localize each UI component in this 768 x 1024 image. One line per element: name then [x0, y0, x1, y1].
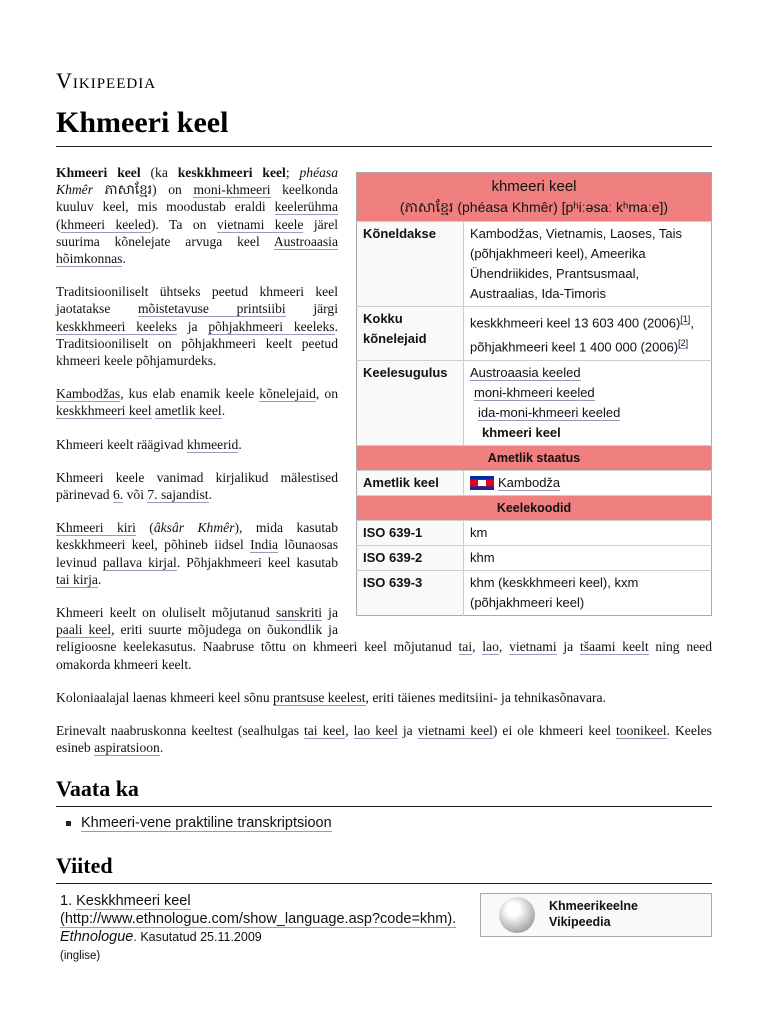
link[interactable]: ametlik keel — [154, 403, 222, 419]
family-link-2[interactable]: moni-khmeeri keeled — [474, 384, 595, 400]
text: , on — [315, 386, 338, 402]
see-also-link[interactable]: Khmeeri-vene praktiline transkriptsioon — [81, 815, 332, 831]
reference-1: 1. Keskkhmeeri keel (http://www.ethnologue.com/show_language.asp?code=khm). Ethnologue. Kasutatud 25.11.2009 (inglise) — [60, 893, 457, 962]
link[interactable]: prantsuse keelest — [273, 689, 366, 705]
link[interactable]: Austroaasia hõimkonnas — [56, 233, 338, 267]
text: Traditsiooniliselt ühtseks peetud khmeeri keel jaotatakse — [56, 284, 338, 317]
text: järel suurima kõnelejate arvuga keel — [56, 216, 338, 249]
text: ; — [285, 165, 300, 180]
family-current: khmeeri keel — [482, 424, 561, 440]
family-link-3[interactable]: ida-moni-khmeeri keeled — [478, 404, 621, 420]
link[interactable]: keelerühma — [274, 199, 338, 215]
text: lõunaosas levinud — [56, 537, 338, 570]
cambodia-link[interactable]: Kambodža — [498, 474, 561, 490]
official-language-label: Ametlik keel — [357, 470, 464, 495]
text: ភាសាខ្មែរ) on — [93, 182, 194, 198]
link[interactable]: India — [250, 537, 279, 553]
sister-wiki-box[interactable] — [480, 893, 712, 937]
text: Khmeeri keele vanimad kirjalikud mälestised pärinevad — [56, 469, 338, 503]
infobox-header — [357, 173, 712, 222]
link[interactable]: toonikeel — [616, 723, 667, 739]
link[interactable]: lao keel — [353, 723, 398, 739]
link[interactable]: moni-khmeeri — [193, 182, 271, 198]
link[interactable]: Kambodžas — [56, 386, 121, 402]
term: phéasa Khmêr — [56, 165, 338, 198]
text: , — [345, 723, 354, 739]
term: keskkhmeeri keel — [177, 165, 286, 180]
total-speakers-label: Kokku kõnelejaid — [357, 307, 464, 361]
article-body — [56, 164, 712, 772]
text: Khmeeri keelt räägivad — [56, 436, 187, 452]
reference-source: Ethnologue — [60, 929, 134, 945]
text: keelkonda kuuluv keel, mis moodustab eraldi — [56, 182, 338, 215]
text: . — [97, 571, 102, 587]
text: ( — [135, 520, 154, 536]
reference-date: . Kasutatud 25.11.2009 — [133, 930, 262, 944]
text: , — [498, 639, 510, 655]
link[interactable]: lao — [482, 639, 499, 655]
text: , eriti täienes meditsiini- ja tehnikasõnavara. — [365, 689, 606, 705]
text: . — [122, 251, 126, 267]
text: järgi — [285, 301, 338, 317]
official-status-header: Ametlik staatus — [357, 445, 712, 470]
iso2-label[interactable]: ISO 639-2 — [357, 545, 464, 570]
text: ning need omakorda khmeeri keelt. — [56, 639, 713, 672]
sister-wiki-line1[interactable]: Khmeerikeelne — [549, 899, 638, 913]
see-also-item — [66, 815, 332, 831]
text: (ka — [140, 165, 178, 180]
link[interactable]: khmeerid — [186, 436, 239, 452]
link[interactable]: vietnami keel — [417, 723, 493, 739]
text: ja — [397, 723, 418, 739]
cambodia-flag-icon — [470, 476, 494, 490]
link[interactable]: põhjakhmeeri keeleks — [208, 318, 335, 334]
link[interactable]: mõistetavuse printsiibi — [137, 301, 286, 317]
text: ( — [56, 216, 61, 232]
text: , — [472, 639, 483, 655]
iso3-label[interactable]: ISO 639-3 — [357, 570, 464, 615]
link[interactable]: Khmeeri kiri — [56, 520, 136, 536]
text: ja — [322, 605, 338, 621]
text: . Keeles esineb — [56, 723, 712, 756]
link[interactable]: pallava kirjal — [102, 554, 177, 570]
sister-wiki-line2[interactable]: Vikipeedia — [549, 915, 611, 929]
see-also-heading: Vaata ka — [56, 776, 712, 807]
infobox-title: khmeeri keel — [491, 178, 577, 195]
link[interactable]: tai — [458, 639, 473, 655]
link[interactable]: 7. sajandist — [147, 487, 209, 503]
page-title: Khmeeri keel — [56, 106, 712, 147]
reference-language: (inglise) — [60, 950, 101, 962]
link[interactable]: keskkhmeeri keeleks — [56, 318, 177, 334]
link[interactable]: paali keel — [56, 622, 112, 638]
total-value-1: keskkhmeeri keel 13 603 400 (2006) — [470, 315, 681, 331]
link[interactable]: keskkhmeeri keel — [56, 403, 152, 419]
link[interactable]: 6. — [113, 487, 124, 503]
link[interactable]: khmeeri keeled — [60, 216, 151, 232]
text: . Traditsiooniliselt on põhjakhmeeri keelt peetud khmeeri keele põhjamurdeks. — [56, 318, 338, 369]
text: ). Ta on — [150, 216, 217, 232]
text: Koloniaalajal laenas khmeeri keel sõnu — [56, 689, 274, 705]
text: . — [238, 436, 242, 452]
family-label: Keelesugulus — [357, 360, 464, 445]
official-language-value — [464, 470, 712, 495]
link[interactable]: tai kirja — [56, 571, 98, 587]
site-logo[interactable]: Vikipeedia — [56, 68, 157, 93]
text: . Põhjakhmeeri keel kasutab — [176, 554, 338, 570]
text: . — [221, 403, 226, 419]
family-link-1[interactable]: Austroaasia keeled — [470, 364, 581, 380]
text: Erinevalt naabruskonna keeltest (sealhulgas — [56, 723, 304, 739]
text: . — [159, 740, 164, 756]
bullet-icon — [66, 821, 71, 826]
link[interactable]: aspiratsioon — [94, 740, 160, 756]
term: Khmeeri keel — [56, 165, 141, 180]
total-value-2: , põhjakhmeeri keel 1 400 000 (2006) — [470, 315, 694, 355]
references-heading: Viited — [56, 853, 712, 884]
text: või — [123, 487, 148, 503]
text: , kus elab enamik keele — [120, 386, 260, 402]
text: Khmeeri keelt on oluliselt mõjutanud — [56, 605, 276, 621]
total-speakers-value — [464, 307, 712, 361]
ref-link-1[interactable]: [1] — [680, 314, 691, 324]
reference-link[interactable]: Keskkhmeeri keel (http://www.ethnologue.com/show_language.asp?code=khm). — [60, 893, 457, 927]
text: ja — [176, 318, 209, 334]
link[interactable]: sanskriti — [276, 605, 323, 621]
text: ) ei ole khmeeri keel — [492, 723, 616, 739]
iso2-value: khm — [464, 545, 712, 570]
wikipedia-globe-icon — [499, 897, 535, 933]
text: ), mida kasutab keskkhmeeri keel, põhineb iidsel — [56, 520, 338, 553]
speakers-label: Kõneldakse — [357, 222, 464, 307]
infobox-subtitle: (ភាសាខ្មែរ (phéasa Khmêr) [pʰiːəsaː kʰmaːe]) — [399, 199, 669, 215]
text: ja — [556, 639, 580, 655]
iso1-label[interactable]: ISO 639-1 — [357, 520, 464, 545]
link[interactable]: tai keel — [303, 723, 346, 739]
link[interactable]: tšaami keelt — [579, 639, 649, 655]
family-value — [464, 360, 712, 445]
link[interactable]: vietnami — [509, 639, 557, 655]
text: . — [208, 487, 212, 503]
iso1-value: km — [464, 520, 712, 545]
link[interactable]: vietnami keele — [216, 216, 304, 232]
link[interactable]: kõnelejaid — [259, 386, 316, 402]
term: âksâr Khmêr — [153, 520, 235, 536]
ref-link-2[interactable]: [2] — [678, 338, 689, 349]
iso3-value: khm (keskkhmeeri keel), kxm (põhjakhmeeri keel) — [464, 570, 712, 615]
language-infobox — [356, 172, 712, 616]
paragraph-8 — [56, 689, 712, 706]
text: , eriti suurte mõjudega on õukondlik ja religioosne keelekasutus. Naabruse tõttu on khmeeri keel mõjutanud — [56, 622, 459, 655]
paragraph-9 — [56, 722, 712, 756]
speakers-value[interactable]: Kambodžas, Vietnamis, Laoses, Tais (põhjakhmeeri keel), Ameerika Ühendriikides, Prantsusmaal, Austraalias, Ida-Timoris — [464, 222, 712, 307]
language-codes-header: Keelekoodid — [357, 495, 712, 520]
